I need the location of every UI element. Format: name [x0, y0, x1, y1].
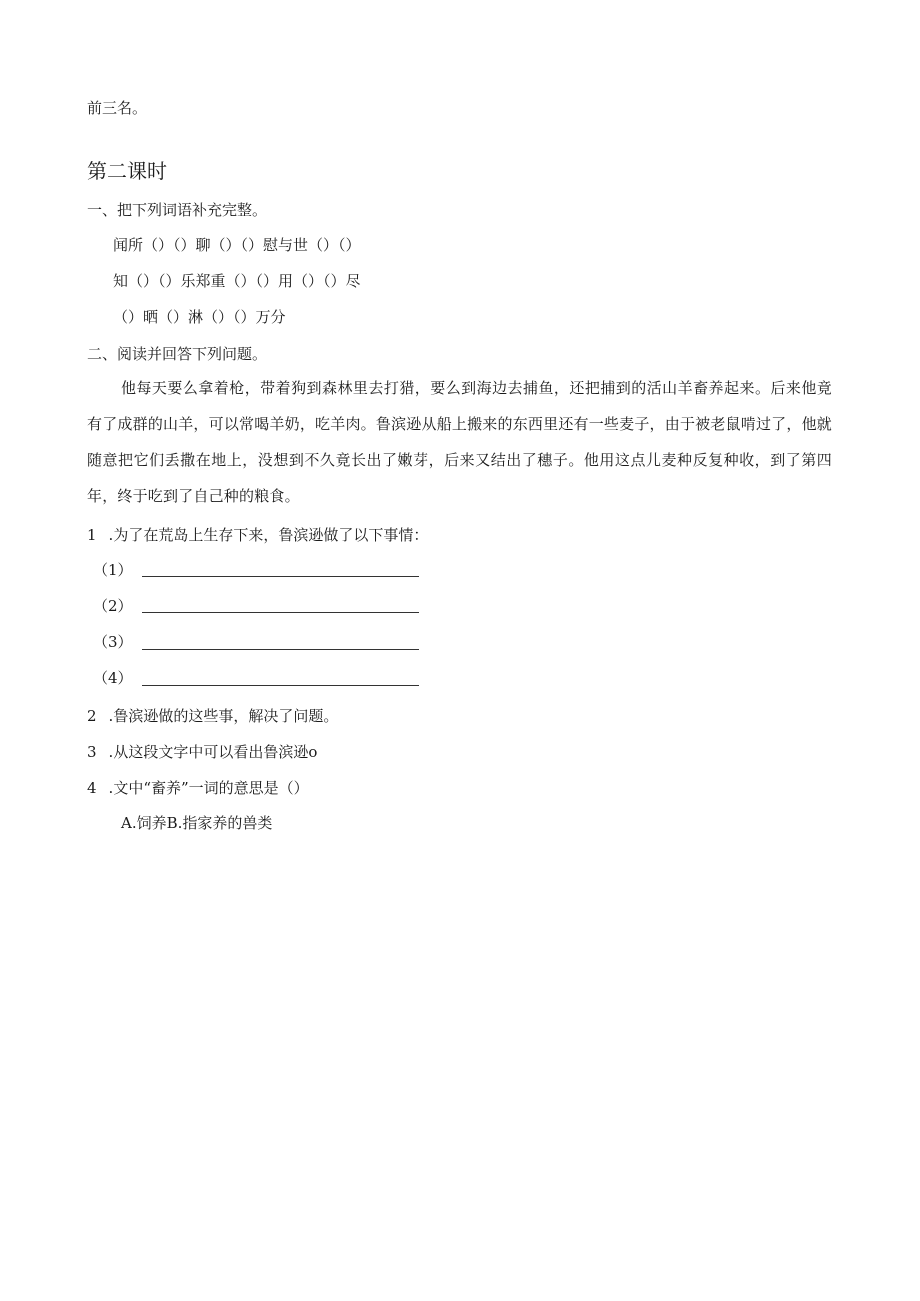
- answer-label-4: （4）: [93, 669, 133, 687]
- question-text: .文中“畜养”一词的意思是（）: [108, 779, 309, 797]
- question-text: .从这段文字中可以看出鲁滨逊o: [108, 743, 318, 761]
- answer-blank-1[interactable]: [142, 576, 419, 577]
- fill-row-1: 闻所（）（）聊（）（）慰与世（）（）: [113, 236, 361, 254]
- answer-options: A.饲养B.指家养的兽类: [121, 814, 273, 832]
- question-3: [87, 742, 317, 762]
- fill-row-3: （）晒（）淋（）（）万分: [113, 308, 286, 326]
- question-1: [87, 525, 428, 545]
- lesson-title: 第二课时: [87, 159, 167, 183]
- question-number: 1: [87, 526, 97, 544]
- question-text: .为了在荒岛上生存下来，鲁滨逊做了以下事情：: [108, 526, 429, 544]
- answer-blank-3[interactable]: [142, 649, 419, 650]
- answer-label-3: （3）: [93, 633, 133, 651]
- answer-blank-2[interactable]: [142, 612, 419, 613]
- answer-label-1: （1）: [93, 561, 133, 579]
- question-2: [87, 706, 338, 726]
- question-4: [87, 778, 309, 798]
- fill-row-2: 知（）（）乐郑重（）（）用（）（）尽: [113, 272, 361, 290]
- question-text: .鲁滨逊做的这些事，解决了问题。: [108, 707, 339, 725]
- answer-blank-4[interactable]: [142, 685, 419, 686]
- question-number: 2: [87, 707, 97, 725]
- question-number: 3: [87, 743, 97, 761]
- intro-line: 前三名。: [87, 99, 148, 117]
- section2-heading: 二、阅读并回答下列问题。: [87, 345, 268, 363]
- reading-passage: 他每天要么拿着枪，带着狗到森林里去打猎，要么到海边去捕鱼，还把捕到的活山羊畜养起来。后来他竟有了成群的山羊，可以常喝羊奶，吃羊肉。鲁滨逊从船上搬来的东西里还有一些麦子，由于被老鼠啃过了，他就随意把它们丢撒在地上，没想到不久竟长出了嫩芽，后来又结出了穗子。他用这点儿麦种反复种收，到了第四年，终于吃到了自己种的粮食。: [87, 379, 832, 505]
- answer-label-2: （2）: [93, 597, 133, 615]
- question-number: 4: [87, 779, 97, 797]
- section1-heading: 一、把下列词语补充完整。: [87, 201, 268, 219]
